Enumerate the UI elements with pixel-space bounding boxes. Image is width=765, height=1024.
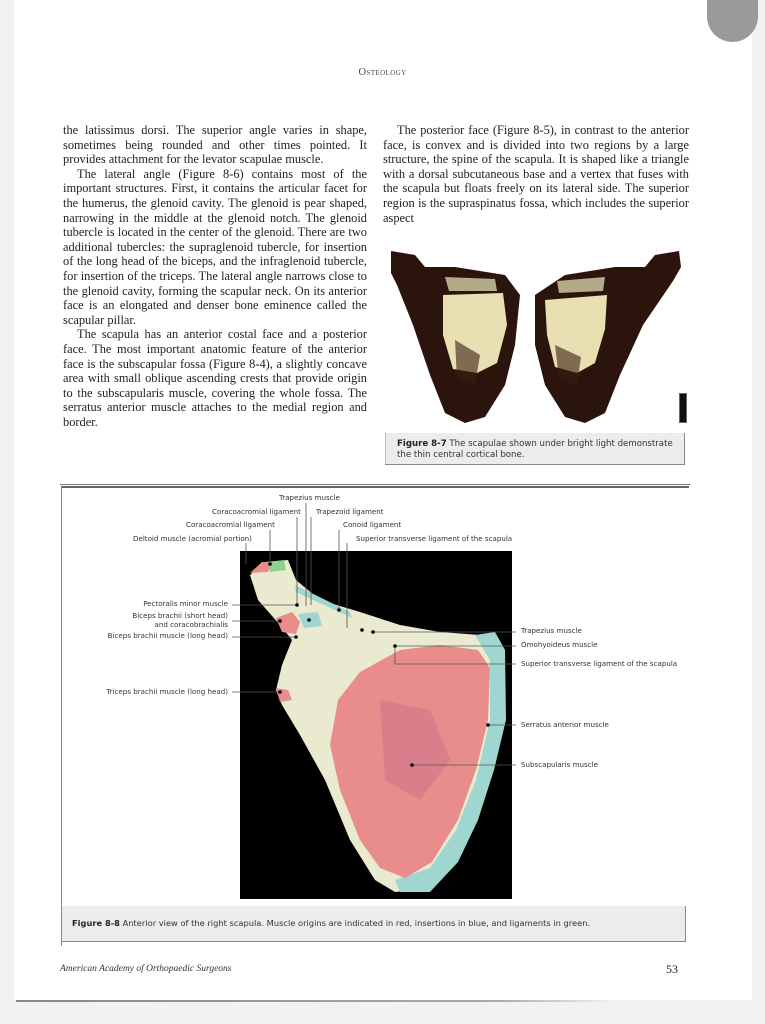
label-coracoacromial-ligament-2: Coracoacromial ligament — [186, 520, 275, 529]
label-trapezoid-ligament: Trapezoid ligament — [316, 507, 384, 516]
figure-label: Figure 8-7 — [397, 439, 447, 449]
label-serratus-anterior: Serratus anterior muscle — [521, 720, 609, 729]
coracoacromial-ligament-area — [268, 560, 286, 572]
caption-text: Anterior view of the right scapula. Muscle origins are indicated in red, insertions in blue, and ligaments in green. — [119, 918, 591, 928]
page-edge — [16, 1000, 616, 1002]
label-biceps-short-head: Biceps brachii (short head) — [132, 611, 228, 620]
running-head: Osteology — [358, 67, 407, 78]
label-trapezius-muscle-top: Trapezius muscle — [279, 493, 340, 502]
paragraph: The posterior face (Figure 8-5), in contrast to the anterior face, is convex and is divided into two regions by a large structure, the spine of the scapula. It is shaped like a triangle with a dorsal subcutaneous base and a vertex that fuses with the scapula but floats freely on its lateral side. The superior region is the supraspinatus fossa, which includes the superior aspect — [383, 123, 689, 225]
paragraph: the latissimus dorsi. The superior angle varies in shape, sometimes being rounded and other times pointed. It provides attachment for the levator scapulae muscle. — [63, 123, 367, 167]
paragraph: The scapula has an anterior costal face and a posterior face. The most important anatomic feature of the anterior face is the subscapular fossa (Figure 8-4), a slightly concave area with small oblique ascending crests that provide origin to the subscapularis muscle, covering the whole fossa. The serratus anterior muscle attaches to the medial region and border. — [63, 327, 367, 429]
publisher-footer: American Academy of Orthopaedic Surgeons — [60, 964, 232, 974]
label-biceps-long-head: Biceps brachii muscle (long head) — [107, 631, 228, 640]
label-subscapularis: Subscapularis muscle — [521, 760, 598, 769]
label-superior-transverse-ligament-right: Superior transverse ligament of the scapula — [521, 659, 678, 668]
figure-8-8-caption — [62, 906, 686, 942]
label-deltoid-muscle: Deltoid muscle (acromial portion) — [133, 534, 252, 543]
label-omohyoideus: Omohyoideus muscle — [521, 640, 598, 649]
label-trapezius-muscle-right: Trapezius muscle — [521, 626, 582, 635]
label-triceps-long-head: Triceps brachii muscle (long head) — [106, 687, 228, 696]
label-coracobrachialis: and coracobrachialis — [154, 620, 228, 629]
label-superior-transverse-ligament-top: Superior transverse ligament of the scapula — [356, 534, 513, 543]
label-coracoacromial-ligament-1: Coracoacromial ligament — [212, 507, 301, 516]
caption-text: The scapulae shown under bright light demonstrate the thin central cortical bone. — [397, 439, 673, 460]
page-number: 53 — [666, 962, 678, 976]
label-pectoralis-minor: Pectoralis minor muscle — [143, 599, 228, 608]
figure-label: Figure 8-8 — [72, 918, 120, 928]
label-conoid-ligament: Conoid ligament — [343, 520, 402, 529]
paragraph: The lateral angle (Figure 8-6) contains most of the important structures. First, it contains the articular facet for the humerus, the glenoid cavity. The glenoid is pear shaped, narrowing in the middle at the glenoid notch. The glenoid tubercle is located in the center of the glenoid. There are two additional tubercles: the supraglenoid tubercle, for insertion of the long head of the biceps, and the infraglenoid tubercle, for insertion of the triceps. The lateral angle narrows close to the glenoid cavity, forming the scapular neck. On its anterior face is an elongated and denser bone eminence called the scapular pillar. — [63, 166, 367, 327]
